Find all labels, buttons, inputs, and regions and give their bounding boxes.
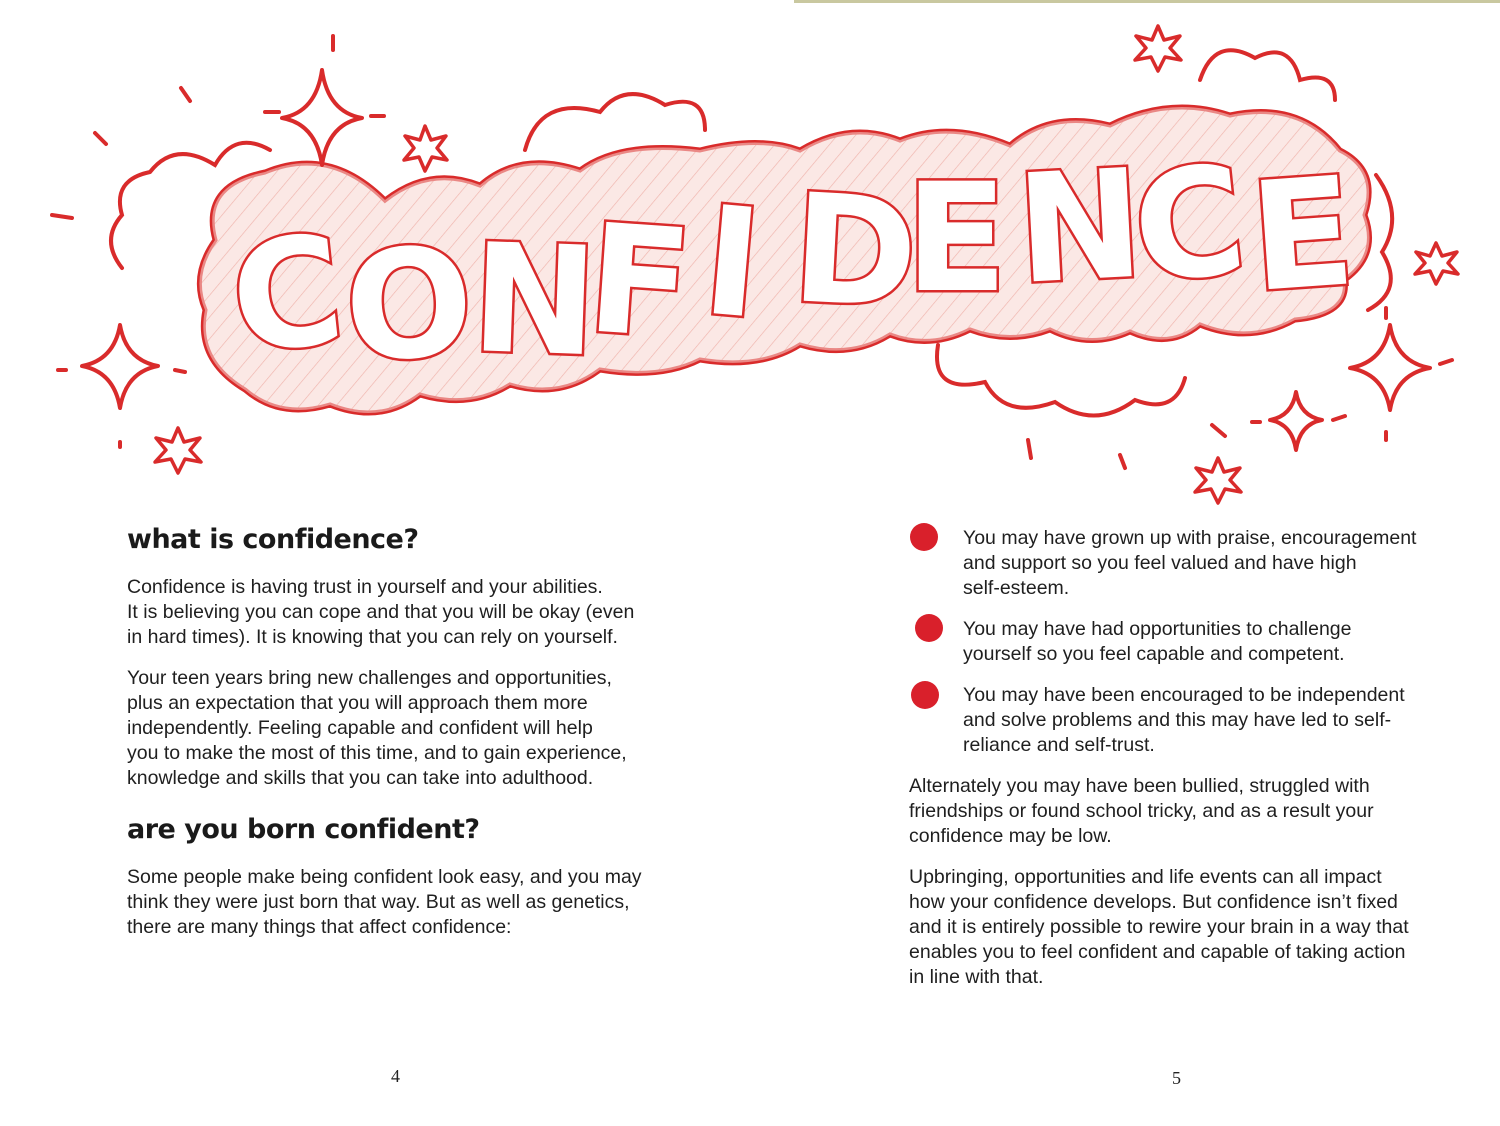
paragraph-genetics [127,865,642,940]
title-letter: E [1245,145,1360,326]
text-line: yourself so you feel capable and competent. [963,643,1345,665]
paragraph-alternately [909,774,1374,849]
bullet-text-opportunities [963,617,1351,667]
text-line: friendships or found school tricky, and as a result your [909,800,1374,822]
text-line: confidence may be low. [909,825,1112,847]
confidence-banner-illustration [0,0,1500,510]
text-line: Some people make being confident look easy, and you may [127,866,642,888]
title-letter: O [340,215,478,396]
title-letter: N [468,212,601,391]
text-line: think they were just born that way. But as well as genetics, [127,891,630,913]
text-line: It is believing you can cope and that you will be okay (even [127,601,635,623]
text-line: and solve problems and this may have led to self- [963,709,1392,731]
paragraph-upbringing [909,865,1409,990]
text-line: in line with that. [909,966,1044,988]
text-line: knowledge and skills that you can take into adulthood. [127,767,594,789]
text-line: You may have grown up with praise, encouragement [963,527,1417,549]
bullet-point-icon [911,681,939,709]
title-letter: I [696,174,768,353]
paragraph-definition [127,575,634,650]
text-line: there are many things that affect confidence: [127,916,512,938]
text-line: you to make the most of this time, and to gain experience, [127,742,627,764]
text-line: Your teen years bring new challenges and opportunities, [127,667,612,689]
text-line: plus an expectation that you will approach them more [127,692,588,714]
title-letter: D [788,162,922,343]
title-letter: E [905,152,1008,326]
text-line: and it is entirely possible to rewire your brain in a way that [909,916,1409,938]
text-line: Upbringing, opportunities and life events can all impact [909,866,1382,888]
bullet-point-icon [915,614,943,642]
heading-what-is-confidence: what is confidence? [127,524,419,555]
title-letter: N [1012,137,1148,318]
text-line: reliance and self-trust. [963,734,1155,756]
title-letter: F [582,192,697,374]
bullet-text-praise [963,526,1416,601]
title-letter: C [223,203,352,388]
text-line: independently. Feeling capable and confident will help [127,717,593,739]
page-number-left: 4 [391,1066,400,1086]
bullet-point-icon [910,523,938,551]
text-line: in hard times). It is knowing that you can rely on yourself. [127,626,618,648]
paragraph-teen-years [127,666,627,791]
text-line: how your confidence develops. But confidence isn’t fixed [909,891,1398,913]
title-letter: C [1125,133,1254,318]
bullet-text-independent [963,683,1405,758]
text-line: enables you to feel confident and capable of taking action [909,941,1406,963]
heading-are-you-born-confident: are you born confident? [127,814,480,845]
text-line: You may have had opportunities to challenge [963,618,1352,640]
page-number-right: 5 [1172,1068,1181,1088]
text-line: and support so you feel valued and have high [963,552,1357,574]
text-line: Alternately you may have been bullied, struggled with [909,775,1370,797]
text-line: self-esteem. [963,577,1070,599]
text-line: Confidence is having trust in yourself and your abilities. [127,576,603,598]
text-line: You may have been encouraged to be independent [963,684,1405,706]
